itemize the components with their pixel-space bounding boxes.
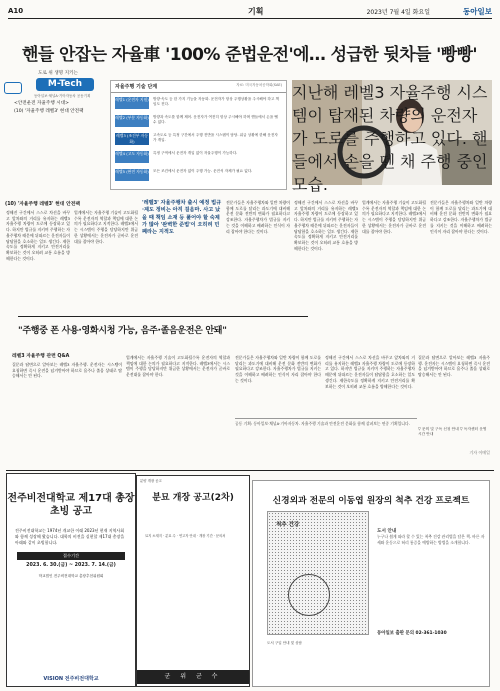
headline: 핸들 안잡는 자율車 '100% 준법운전'에… 성급한 뒷차들 '빵빵' xyxy=(22,45,478,65)
article-byline: (10) '자율주행 레벨3' 현대 안전팩 xyxy=(14,109,84,114)
newspaper-name: 동아일보 xyxy=(463,7,492,16)
book-ad-contact: 동아일보 출판 문의 02-361-1030 xyxy=(377,631,447,636)
table-title: 자율주행 기술 단계 xyxy=(111,81,286,93)
article-subhead: <안전운전 자율주행 시대> xyxy=(14,101,69,106)
article-body-col3: 전문가들은 자율주행차와 일반 차량이 함께 도로를 달리는 과도기에 대비해 운전 문화 전반의 변화가 필요하다고 강조한다. 자율주행차가 법규를 지키는 것을 이해하고 배려하는 인식이 자리 잡아야 한다는 것이다. xyxy=(226,200,290,234)
university-ad-issuer: 학교법인 전주비전대학교 총장추천위원회 xyxy=(38,574,104,578)
column-heading: (10) '자율주행 레벨3' 현대 안전팩 xyxy=(5,202,80,207)
hand-illustration-icon xyxy=(288,574,330,616)
secondary-headline: "주행중 폰 사용·영화시청 가능, 음주·졸음운전은 안돼" xyxy=(18,316,308,336)
pull-quote: '레벨3' 자율주행차 출시 예정 법규·제도 정비는 아직 걸음마. 사고 났을 때 책임 소재 등 풀어야 할 숙제가 많아 '완벽한 준법'이 오히려 민폐라는 지적도 xyxy=(142,200,222,236)
level-desc: 방향과 속도를 함께 제어. 운전자가 여전히 항상 주시해야 하며 핸들에서 손을 뗄 수 없다. xyxy=(153,115,278,124)
article-body-col2: 업계에서는 자율주행 기술이 고도화될수록 운전자의 역할과 책임에 대한 논의가 필요하다고 지적한다. 레벨3에서는 시스템이 주행을 담당하지만 위급한 상황에서는 운전자가 곧바로 운전대를 잡아야 한다. xyxy=(74,210,138,244)
qa-body-col5: 질문과 답변으로 알아보는 레벨3 자율주행. 운전자는 시스템이 요청하면 즉시 운전을 넘겨받아야 하므로 음주나 졸음 상태로 탑승해서는 안 된다. xyxy=(418,355,490,378)
reader-info: ▽ 문의 및 구독 신청 안내 ▽ 독자센터 운영 시간 안내 xyxy=(418,427,487,436)
series-logo-name: M-Tech xyxy=(36,78,94,91)
qa-title: 레벨3 자율주행 관련 Q&A xyxy=(12,354,70,359)
article-body-col4: 정해진 구간에서 스스로 차선을 바꾸고 앞차와의 거리를 유지하는 레벨3 자율주행 차량이 도로에 등장하고 있다. 하지만 법규를 지키며 주행하는 자율주행차 때문에 뒤따르는 운전자들이 답답함을 호소하는 일도 생긴다. 제한속도를 정확하게 지키고 안전거리를 확보하는 것이 오히려 교통 흐름을 방해한다는 것이다. xyxy=(294,200,358,251)
book-ad-info xyxy=(377,529,485,545)
grave-ad-title: 분묘 개장 공고(2차) xyxy=(152,493,234,504)
page-header xyxy=(8,6,492,19)
series-logo-top: 도로 위 생명 지키는 xyxy=(38,71,78,76)
book-cover-title: 척추 건강 xyxy=(276,522,300,528)
series-logo-bottom: 동아일보·채널A·기아자동차 공동기획 xyxy=(34,94,91,98)
level-label: 레벨3 (조건부 자동화) xyxy=(116,133,148,144)
level-label: 레벨4 (고도 자동화) xyxy=(115,151,149,163)
credit-line: 기자 이메일 xyxy=(469,450,490,455)
grave-ad-table: 묘지 소재지 · 분묘 수 · 연고자 안내 · 개장 기간 · 문의처 xyxy=(145,534,226,538)
grave-ad-top: 분양 개장 공고 xyxy=(140,479,162,483)
qa-body-col2: 업계에서는 자율주행 기술이 고도화될수록 운전자의 역할과 책임에 대한 논의가 필요하다고 지적한다. 레벨3에서는 시스템이 주행을 담당하지만 위급한 상황에서는 운전자가 곧바로 운전대를 잡아야 한다. xyxy=(126,355,230,378)
issue-date: 2023년 7월 4일 화요일 xyxy=(366,9,430,16)
sponsor-note: 공동 기획: 동아일보·채널A·기아자동차. 자율주행 기술과 안전운전 문화를 함께 살펴보는 연중 기획입니다. xyxy=(235,418,417,449)
table-source: 자료: 미국자동차공학회(SAE) xyxy=(236,83,282,87)
article-body-col5: 업계에서는 자율주행 기술이 고도화될수록 운전자의 역할과 책임에 대한 논의가 필요하다고 지적한다. 레벨3에서는 시스템이 주행을 담당하지만 위급한 상황에서는 운전자가 곧바로 운전대를 잡아야 한다. xyxy=(362,200,426,234)
level-label: 레벨1 (운전자 지원) xyxy=(115,97,149,109)
university-ad-title: 전주비전대학교 제17대 총장 초빙 공고 xyxy=(7,493,135,517)
article-body-col1: 정해진 구간에서 스스로 차선을 바꾸고 앞차와의 거리를 유지하는 레벨3 자율주행 차량이 도로에 등장하고 있다. 하지만 법규를 지키며 주행하는 자율주행차 때문에 뒤따르는 운전자들이 답답함을 호소하는 일도 생긴다. 제한속도를 정확하게 지키고 안전거리를 확보하는 것이 오히려 교통 흐름을 방해한다는 것이다. xyxy=(6,210,70,261)
book-ad xyxy=(252,480,490,687)
qa-body-col4: 정해진 구간에서 스스로 차선을 바꾸고 앞차와의 거리를 유지하는 레벨3 자율주행 차량이 도로에 등장하고 있다. 하지만 법규를 지키며 주행하는 자율주행차 때문에 뒤따르는 운전자들이 답답함을 호소하는 일도 생긴다. 제한속도를 정확하게 지키고 안전거리를 확보하는 것이 오히려 교통 흐름을 방해한다는 것이다. xyxy=(325,355,415,389)
level-label: 레벨2 (부분 자동화) xyxy=(115,115,149,127)
autonomy-level-table xyxy=(110,80,287,190)
university-ad-dates: 2023. 6. 30.(금) ~ 2023. 7. 14.(금) xyxy=(26,563,116,568)
book-ad-bottom: 도서 구입 안내 및 상담 xyxy=(267,641,302,645)
section-name: 기획 xyxy=(248,7,264,16)
level-desc: 고속도로 등 특정 구간에서 주행 전반을 시스템이 담당. 위급 상황에 한해 운전자가 개입. xyxy=(153,133,278,142)
qa-body-col1: 질문과 답변으로 알아보는 레벨3 자율주행. 운전자는 시스템이 요청하면 즉시 운전을 넘겨받아야 하므로 음주나 졸음 상태로 탑승해서는 안 된다. xyxy=(12,362,122,379)
book-info-text: 누구나 쉽게 따라 할 수 있는 척추 건강 관리법을 담은 책. 바른 자세와 운동으로 허리 통증을 예방하는 방법을 소개합니다. xyxy=(377,534,485,545)
university-ad-body: 전주비전대학교는 1974년 개교한 이래 2023년 현재 지역사회와 함께 성장해 왔습니다. 대학의 비전을 실현할 제17대 총장을 아래와 같이 초빙합니다. xyxy=(15,528,125,545)
level-desc: 특정 구역에서 운전자 개입 없이 자율주행이 가능하다. xyxy=(153,151,238,155)
level-label: 레벨5 (완전 자동화) xyxy=(115,169,149,181)
book-cover xyxy=(267,511,369,635)
level-desc: 방향·속도 등 한 가지 기능을 자동화. 운전자가 항상 주행상황을 주시해야 하고 책임도 진다. xyxy=(153,97,279,106)
university-ad xyxy=(6,473,136,687)
book-ad-title: 신경외과 전문의 이동엽 원장의 척추 건강 프로젝트 xyxy=(272,496,470,506)
ad-divider xyxy=(6,470,494,471)
qa-body-col3: 전문가들은 자율주행차와 일반 차량이 함께 도로를 달리는 과도기에 대비해 운전 문화 전반의 변화가 필요하다고 강조한다. 자율주행차가 법규를 지키는 것을 이해하고 배려하는 인식이 자리 잡아야 한다는 것이다. xyxy=(235,355,321,383)
level-desc: 모든 조건에서 운전자 없이 주행 가능. 운전석 자체가 필요 없다. xyxy=(153,169,253,173)
grave-ad-footer: 군 위 군 수 xyxy=(137,670,249,684)
article-body-col6: 전문가들은 자율주행차와 일반 차량이 함께 도로를 달리는 과도기에 대비해 운전 문화 전반의 변화가 필요하다고 강조한다. 자율주행차가 법규를 지키는 것을 이해하고 배려하는 인식이 자리 잡아야 한다는 것이다. xyxy=(430,200,492,234)
photo-caption: 지난해 레벨3 자율주행 시스템이 탑재된 차량의 운전자가 도로를 주행하고 있다. 핸들에서 손을 뗀 채 주행 중인 모습. xyxy=(292,83,488,194)
car-icon xyxy=(4,82,22,94)
university-ad-section: 접수기간 xyxy=(17,552,125,560)
page-number: A10 xyxy=(8,7,24,15)
book-info-title: 도서 안내 xyxy=(377,529,397,534)
grave-relocation-ad xyxy=(136,475,250,687)
university-logo: VISION 전주비전대학교 xyxy=(43,676,99,682)
